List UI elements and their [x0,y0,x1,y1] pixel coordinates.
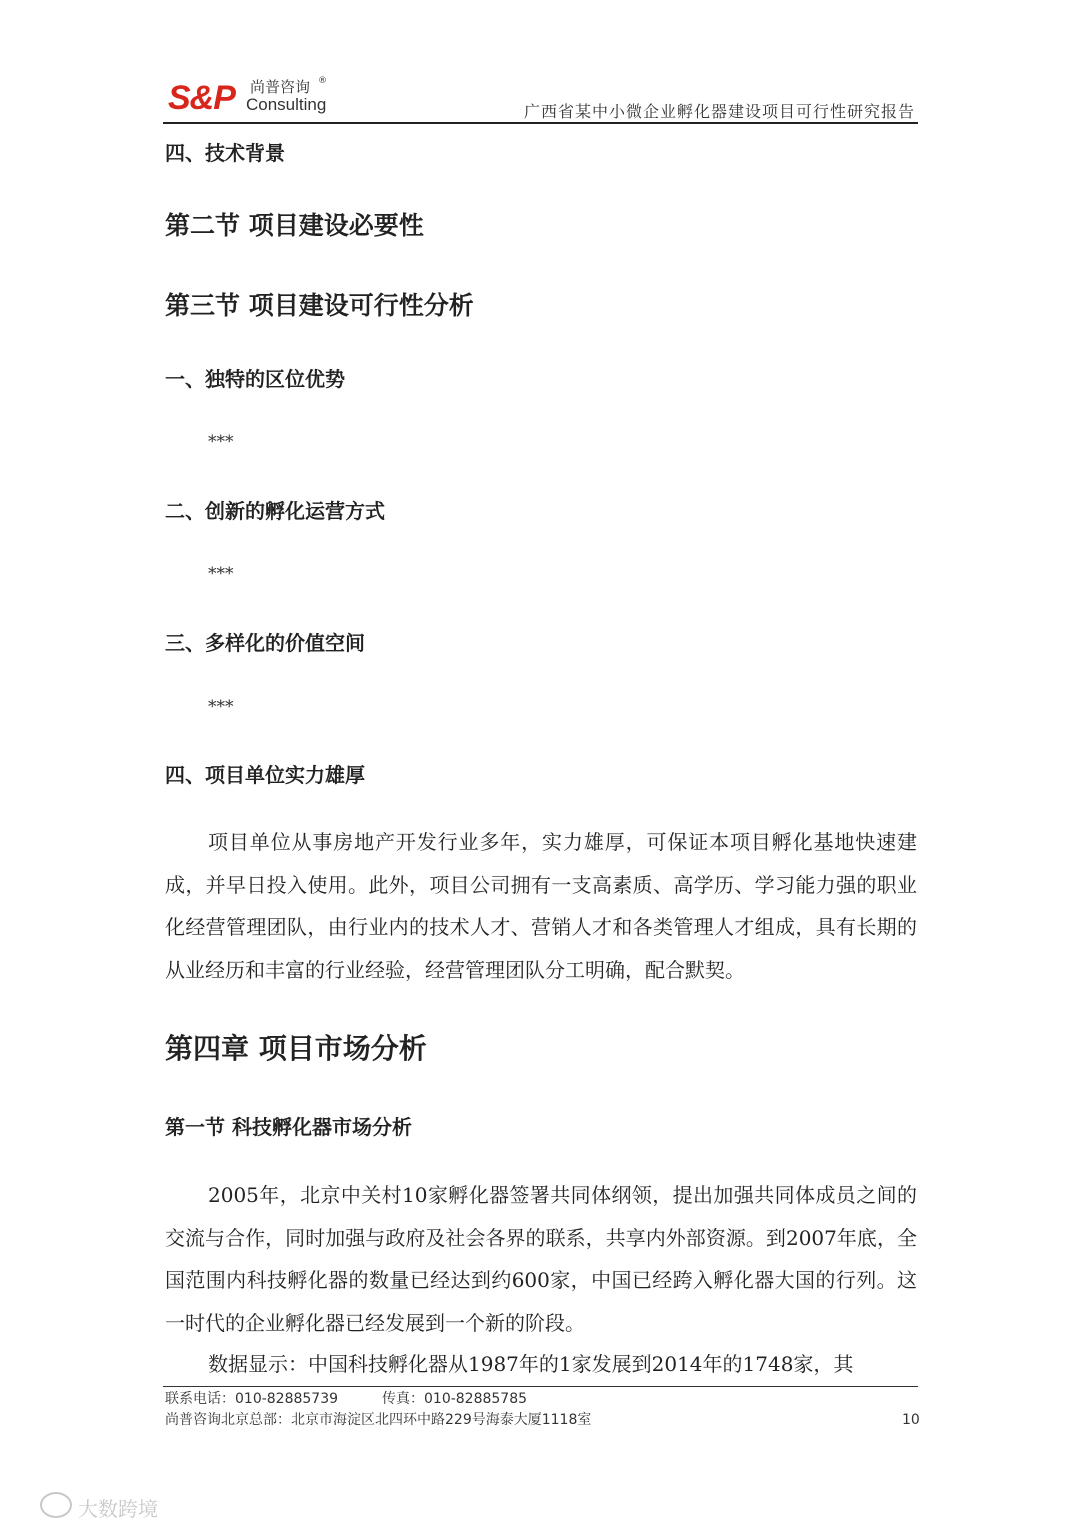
watermark-logo-icon [40,1492,72,1518]
section-heading-incubator-market: 第一节 科技孵化器市场分析 [165,1115,412,1139]
section-heading-necessity: 第二节 项目建设必要性 [165,211,424,240]
footer-divider [163,1386,918,1387]
placeholder-stars: *** [208,697,234,717]
footer-address: 尚普咨询北京总部：北京市海淀区北四环中路229号海泰大厦1118室 [165,1412,592,1428]
heading-location-advantage: 一、独特的区位优势 [165,367,345,391]
heading-value-space: 三、多样化的价值空间 [165,631,365,655]
footer-fax: 传真：010-82885785 [382,1391,528,1407]
header-divider [163,122,918,124]
report-title: 广西省某中小微企业孵化器建设项目可行性研究报告 [523,102,915,121]
section-heading-feasibility: 第三节 项目建设可行性分析 [165,291,474,320]
paragraph-unit-strength: 项目单位从事房地产开发行业多年，实力雄厚，可保证本项目孵化基地快速建成，并早日投入使用。此外，项目公司拥有一支高素质、高学历、学习能力强的职业化经营管理团队，由行业内的技术人才、营销人才和各类管理人才组成，具有长期的从业经历和丰富的行业经验，经营管理团队分工明确，配合默契。 [165,830,917,982]
logo-mark: S&P [168,79,235,117]
heading-unit-strength: 四、项目单位实力雄厚 [165,763,365,787]
watermark-text: 大数跨境 [78,1497,158,1521]
placeholder-stars: *** [208,564,234,584]
heading-tech-background: 四、技术背景 [165,141,285,165]
paragraph-incubator-history: 2005年，北京中关村10家孵化器签署共同体纲领，提出加强共同体成员之间的交流与合作，同时加强与政府及社会各界的联系，共享内外部资源。到2007年底，全国范围内科技孵化器的数量已经达到约600家，中国已经跨入孵化器大国的行列。这一时代的企业孵化器已经发展到一个新的阶段。 [165,1183,917,1335]
chapter-heading-market-analysis: 第四章 项目市场分析 [165,1032,427,1065]
logo-english-name: Consulting [246,95,327,114]
paragraph-data-show: 数据显示：中国科技孵化器从1987年的1家发展到2014年的1748家，其 [208,1352,854,1376]
logo-registered-mark: ® [318,76,327,86]
footer-phone: 联系电话：010-82885739 [165,1391,339,1407]
page-number: 10 [902,1412,920,1428]
logo-chinese-name: 尚普咨询 [250,78,311,96]
placeholder-stars: *** [208,432,234,452]
heading-innovative-operation: 二、创新的孵化运营方式 [165,499,385,523]
